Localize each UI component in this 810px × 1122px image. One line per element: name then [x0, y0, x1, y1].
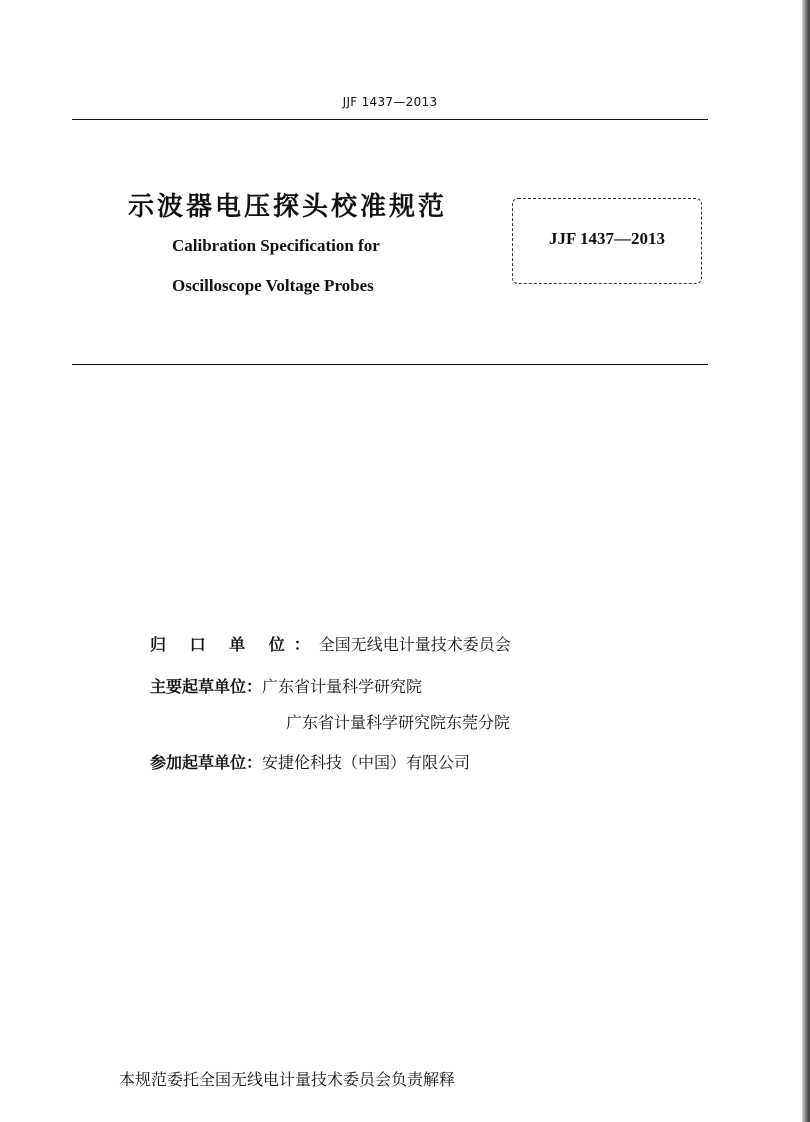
main-drafting-value-2: 广东省计量科学研究院东莞分院	[286, 713, 511, 732]
participating-drafting-value: 安捷伦科技（中国）有限公司	[262, 753, 471, 772]
main-drafting-row-2	[150, 710, 510, 733]
main-drafting-label: 主要起草单位：	[150, 677, 263, 696]
responsible-unit-row	[150, 632, 511, 655]
responsible-unit-value: 全国无线电计量技术委员会	[318, 635, 511, 654]
main-drafting-value-1: 广东省计量科学研究院	[262, 677, 423, 696]
title-english-line2: Oscilloscope Voltage Probes	[172, 276, 374, 295]
page-edge-shadow	[802, 0, 810, 1122]
title-english-line1: Calibration Specification for	[172, 236, 380, 255]
footer-interpretation-note: 本规范委托全国无线电计量技术委员会负责解释	[119, 1070, 456, 1089]
standard-code-box	[512, 198, 702, 284]
main-drafting-row	[150, 674, 422, 697]
participating-drafting-label: 参加起草单位：	[150, 753, 263, 772]
standard-code-box-text: JJF 1437—2013	[548, 229, 665, 248]
top-rule	[72, 119, 708, 120]
participating-drafting-row	[150, 750, 470, 773]
bottom-rule	[72, 364, 708, 365]
title-chinese: 示波器电压探头校准规范	[128, 192, 448, 222]
responsible-unit-label: 归 口 单 位：	[150, 635, 319, 654]
header-standard-code: JJF 1437—2013	[342, 95, 438, 109]
